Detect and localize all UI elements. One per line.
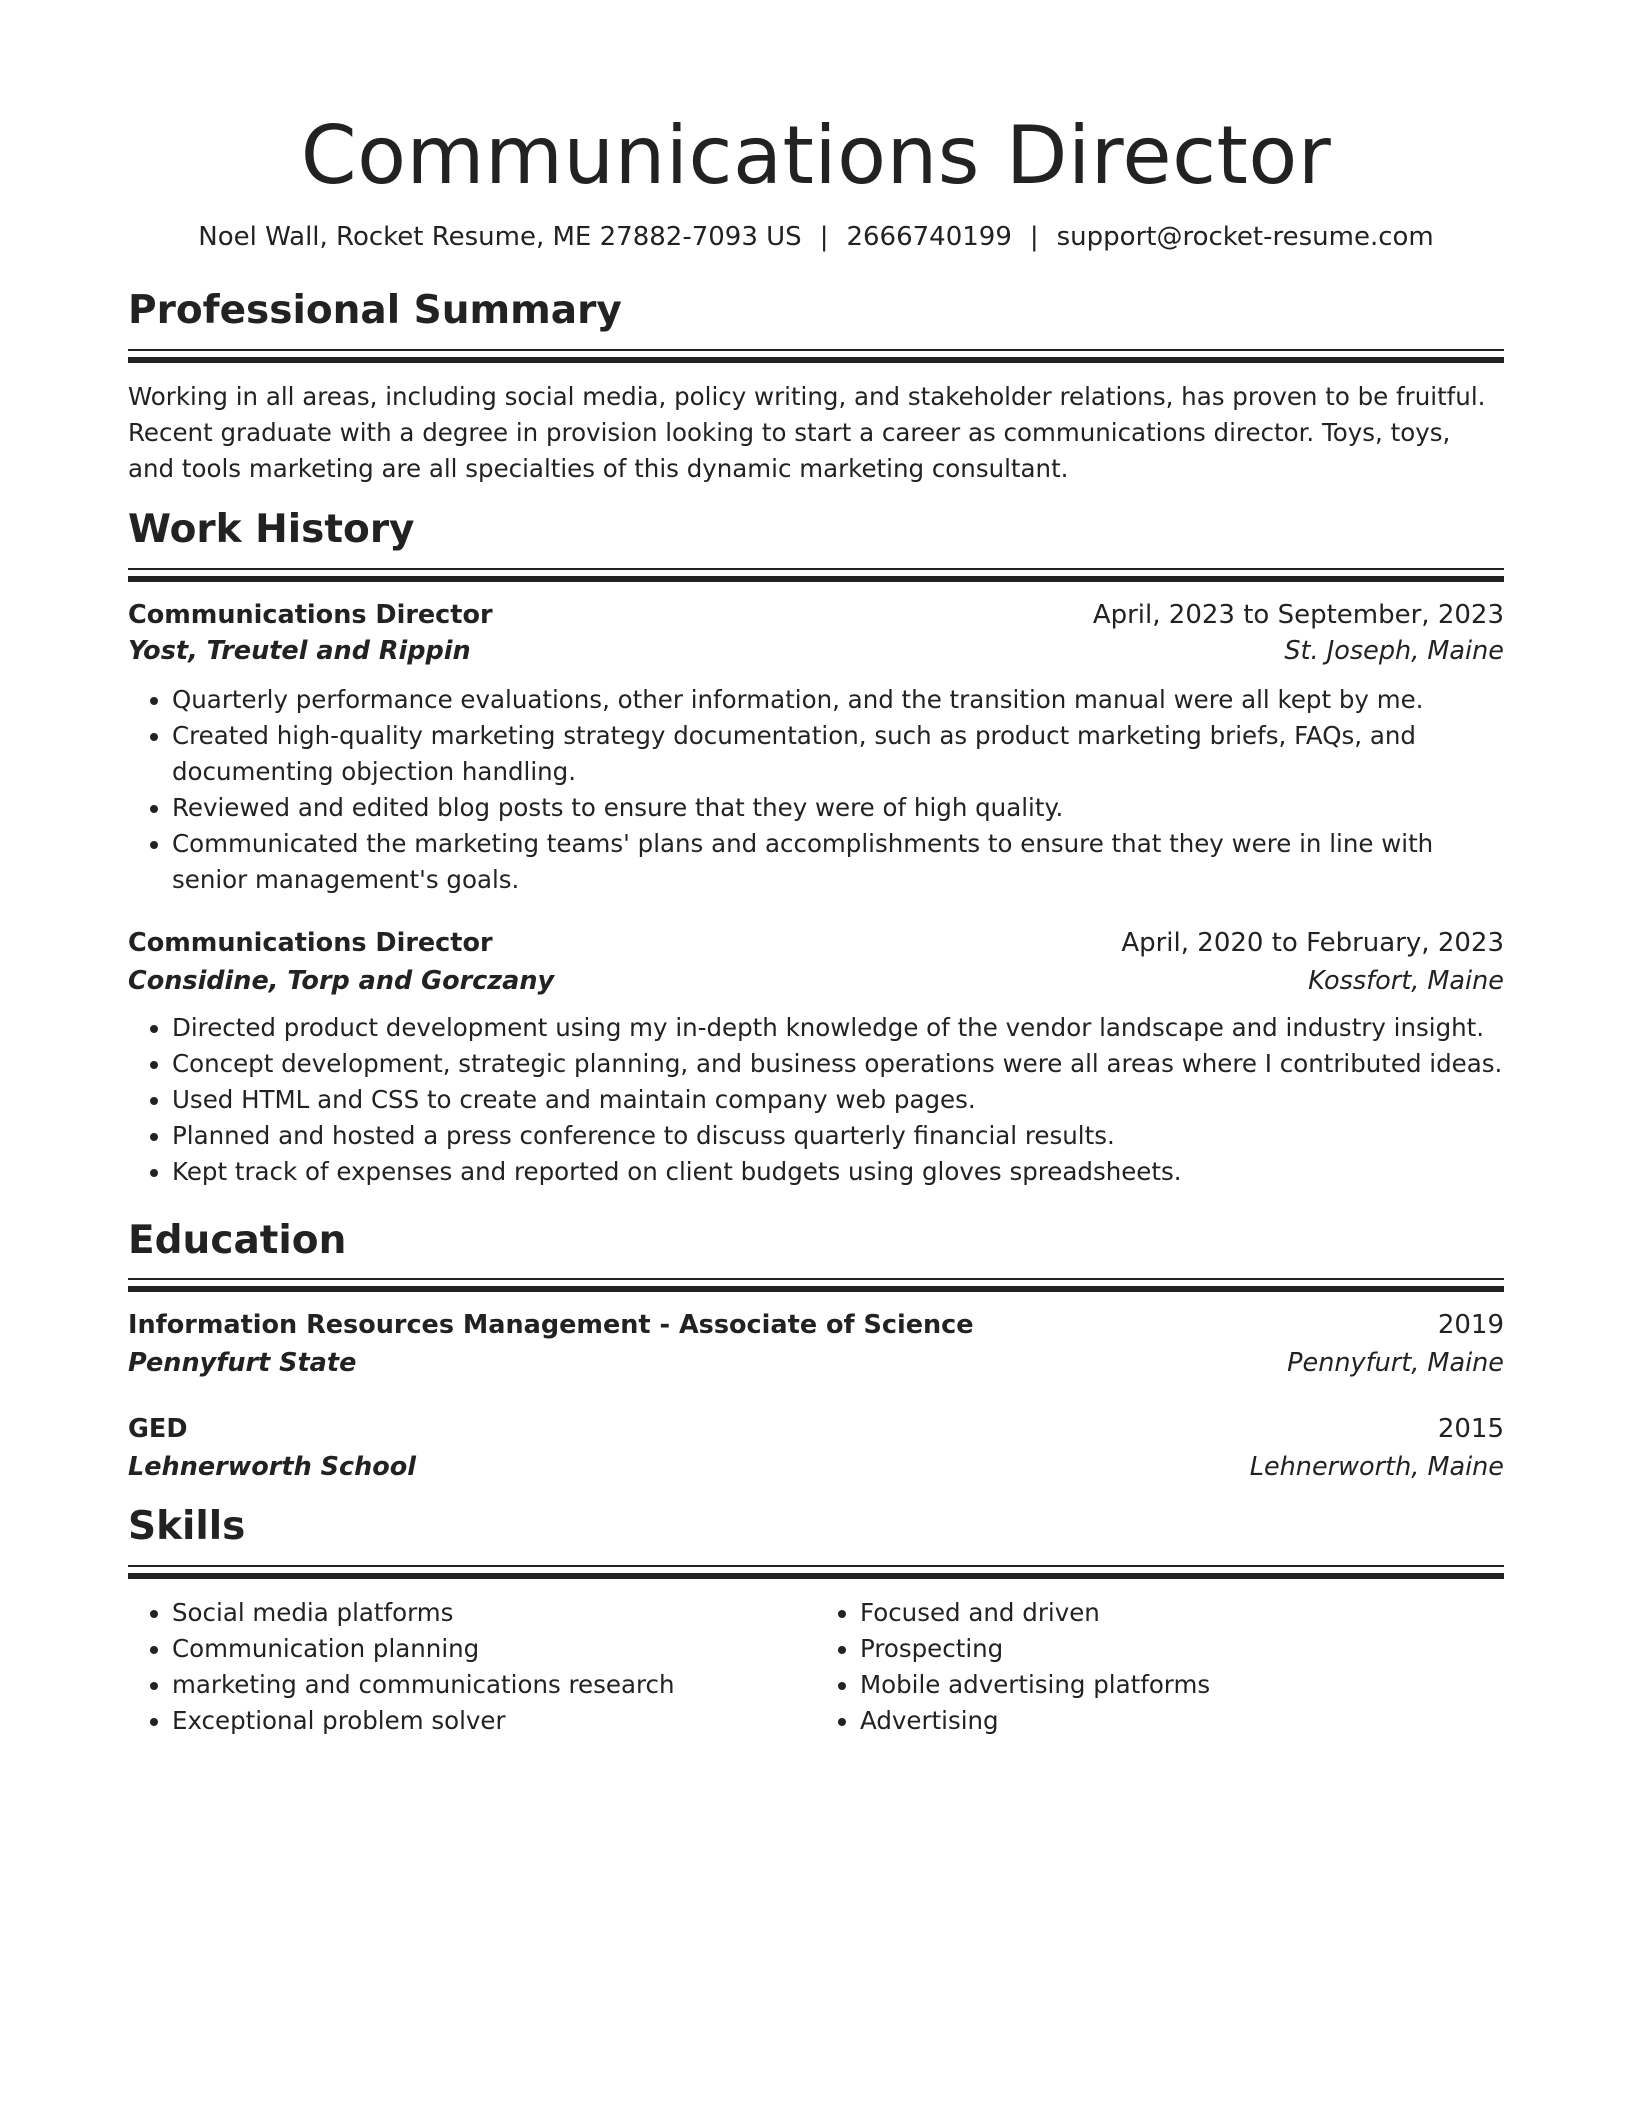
job-bullets [128, 1010, 1504, 1190]
list-item: • Concept development, strategic planning, and business operations were all areas where I contributed ideas. [172, 1046, 1504, 1082]
job-entry [128, 928, 1504, 1190]
work-history-heading: Work History [128, 506, 415, 552]
job-subheader [128, 966, 1504, 996]
list-item: • Reviewed and edited blog posts to ensure that they were of high quality. [172, 790, 1504, 826]
job-company: Considine, Torp and Gorczany [128, 965, 555, 996]
education-year: 2019 [1437, 1310, 1504, 1341]
contact-address: Noel Wall, Rocket Resume, ME 27882-7093 US [198, 222, 802, 252]
job-subheader [128, 636, 1504, 666]
job-company: Yost, Treutel and Rippin [128, 635, 471, 666]
list-item: • Used HTML and CSS to create and maintain company web pages. [172, 1082, 1504, 1118]
education-entry [128, 1414, 1504, 1482]
job-location: St. Joseph, Maine [1284, 635, 1504, 666]
list-item: • Mobile advertising platforms [860, 1667, 1504, 1703]
list-item: • Quarterly performance evaluations, other information, and the transition manual were all kept by me. [172, 682, 1504, 718]
list-item: • Prospecting [860, 1631, 1504, 1667]
summary-section [128, 288, 1504, 487]
summary-heading: Professional Summary [128, 288, 622, 333]
contact-separator: | [819, 222, 829, 252]
job-bullets [128, 682, 1504, 898]
contact-separator: | [1029, 222, 1039, 252]
education-heading: Education [128, 1217, 347, 1263]
resume-title: Communications Director [300, 109, 1332, 202]
education-header [128, 1310, 1504, 1340]
education-location: Lehnerworth, Maine [1249, 1452, 1504, 1483]
job-title: Communications Director [128, 927, 493, 958]
education-location: Pennyfurt, Maine [1287, 1348, 1504, 1379]
education-section [128, 1218, 1504, 1483]
skills-list-left [128, 1595, 816, 1739]
education-school: Pennyfurt State [128, 1348, 357, 1379]
summary-text: Working in all areas, including social media, policy writing, and stakeholder relations, has proven to be fruitful. Recent graduate with a degree in provision looking to start a career as communications director. Toys, toys, and tools marketing are all specialties of this dynamic marketing consultant. [128, 381, 1486, 483]
list-item: • Directed product development using my in-depth knowledge of the vendor landscape and industry insight. [172, 1010, 1504, 1046]
job-header [128, 928, 1504, 958]
education-degree: Information Resources Management - Associate of Science [128, 1310, 974, 1341]
section-divider [128, 1278, 1504, 1292]
contact-line [128, 222, 1504, 252]
list-item: • Social media platforms [172, 1595, 816, 1631]
list-item: • Planned and hosted a press conference to discuss quarterly financial results. [172, 1118, 1504, 1154]
list-item: • Focused and driven [860, 1595, 1504, 1631]
job-entry [128, 600, 1504, 898]
job-location: Kossfort, Maine [1308, 965, 1504, 996]
education-entry [128, 1310, 1504, 1378]
contact-phone: 2666740199 [846, 222, 1012, 252]
job-dates: April, 2023 to September, 2023 [1092, 599, 1504, 630]
section-divider [128, 568, 1504, 582]
education-degree: GED [128, 1414, 188, 1445]
section-divider [128, 1565, 1504, 1579]
section-divider [128, 349, 1504, 363]
skills-section [128, 1504, 1504, 1739]
list-item: • Kept track of expenses and reported on client budgets using gloves spreadsheets. [172, 1154, 1504, 1190]
list-item: • marketing and communications research [172, 1667, 816, 1703]
job-title: Communications Director [128, 599, 493, 630]
skills-heading: Skills [128, 1504, 246, 1550]
skills-list-right [816, 1595, 1504, 1739]
education-subheader [128, 1348, 1504, 1378]
education-header [128, 1414, 1504, 1444]
education-subheader [128, 1452, 1504, 1482]
contact-email: support@rocket-resume.com [1056, 222, 1434, 252]
education-school: Lehnerworth School [128, 1452, 417, 1483]
list-item: • Communicated the marketing teams' plans and accomplishments to ensure that they were in line with senior management's goals. [172, 826, 1504, 898]
job-header [128, 600, 1504, 630]
work-history-section [128, 507, 1504, 1190]
list-item: • Exceptional problem solver [172, 1703, 816, 1739]
education-year: 2015 [1437, 1414, 1504, 1445]
job-dates: April, 2020 to February, 2023 [1121, 927, 1504, 958]
list-item: • Communication planning [172, 1631, 816, 1667]
list-item: • Created high-quality marketing strategy documentation, such as product marketing briefs, FAQs, and documenting objection handling. [172, 718, 1504, 790]
list-item: • Advertising [860, 1703, 1504, 1739]
skills-columns [128, 1595, 1504, 1739]
